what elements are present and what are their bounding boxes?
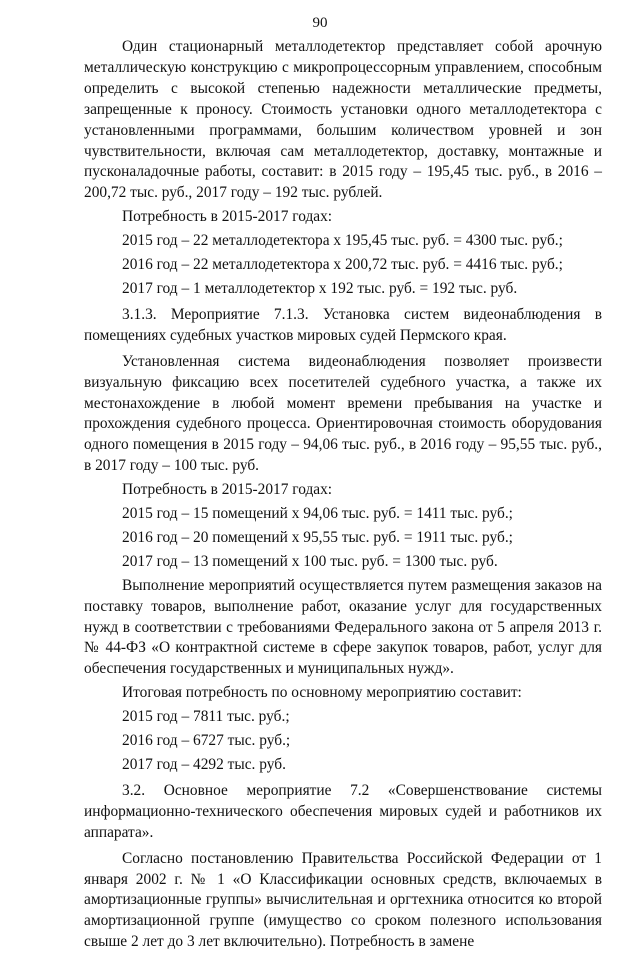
paragraph-need-2017: 2017 год – 1 металлодетектор х 192 тыс. руб. = 192 тыс. руб. — [122, 279, 518, 297]
paragraph-need-2015: 2015 год – 22 металлодетектора х 195,45 тыс. руб. = 4300 тыс. руб.; — [122, 232, 563, 250]
paragraph-need-heading: Потребность в 2015-2017 годах: — [122, 208, 333, 226]
paragraph-total-need-heading: Итоговая потребность по основному мероприятию составит: — [122, 684, 522, 702]
paragraph-need-heading-video: Потребность в 2015-2017 годах: — [122, 481, 333, 499]
paragraph-total-2016: 2016 год – 6727 тыс. руб.; — [122, 732, 291, 750]
page-number: 90 — [312, 15, 328, 31]
paragraph-procurement: Выполнение мероприятий осуществляется путем размещения заказов на поставку товаров, выполнение работ, оказание услуг для государственных нужд в соответствии с требованиями Федерального закона от 5 апреля 2013 г. № 44-ФЗ «О контрактной системе в сфере закупок товаров, работ, услуг для обеспечения государственных и муниципальных нужд». — [84, 576, 602, 678]
paragraph-metal-detector-description: Один стационарный металлодетектор представляет собой арочную металлическую конструкцию с микропроцессорным управлением, способным определить с высокой степенью надежности металлические предметы, запрещенные к проносу. Стоимость установки одного металлодетектора с установленными программами, большим количеством уровней и зон чувствительности, включая сам металлодетектор, доставку, монтажные и пусконаладочные работы, составит: в 2015 году – 195,45 тыс. руб., в 2016 – 200,72 тыс. руб., 2017 году – 192 тыс. рублей. — [84, 38, 602, 202]
paragraph-need-2016: 2016 год – 22 металлодетектора х 200,72 тыс. руб. = 4416 тыс. руб.; — [122, 256, 563, 274]
paragraph-depreciation: Согласно постановлению Правительства Российской Федерации от 1 января 2002 г. № 1 «О Классификации основных средств, включаемых в амортизационные группы» вычислительная и оргтехника относится ко второй амортизационной группе (имущество со сроком полезного использования свыше 2 лет до 3 лет включительно). Потребность в замене — [84, 849, 602, 951]
paragraph-total-2017: 2017 год – 4292 тыс. руб. — [122, 756, 286, 773]
paragraph-video-2017: 2017 год – 13 помещений х 100 тыс. руб. = 1300 тыс. руб. — [122, 552, 498, 570]
paragraph-video-2016: 2016 год – 20 помещений х 95,55 тыс. руб. = 1911 тыс. руб.; — [122, 528, 513, 546]
paragraph-measure-7-1-3: 3.1.3. Мероприятие 7.1.3. Установка систем видеонаблюдения в помещениях судебных участков мировых судей Пермского края. — [84, 305, 602, 344]
paragraph-video-2015: 2015 год – 15 помещений х 94,06 тыс. руб. = 1411 тыс. руб.; — [122, 505, 513, 523]
paragraph-video-surveillance: Установленная система видеонаблюдения позволяет произвести визуальную фиксацию всех посетителей судебного участка, а также их местонахождение в любой момент времени пребывания на участке и прохождения судебного процесса. Ориентировочная стоимость оборудования одного помещения в 2015 году – 94,06 тыс. руб., в 2016 году – 95,55 тыс. руб., в 2017 году – 100 тыс. руб. — [84, 352, 602, 475]
paragraph-total-2015: 2015 год – 7811 тыс. руб.; — [122, 708, 290, 726]
paragraph-measure-7-2: 3.2. Основное мероприятие 7.2 «Совершенствование системы информационно-технического обеспечения мировых судей и работников их аппарата». — [84, 781, 602, 841]
document-body — [84, 37, 602, 953]
